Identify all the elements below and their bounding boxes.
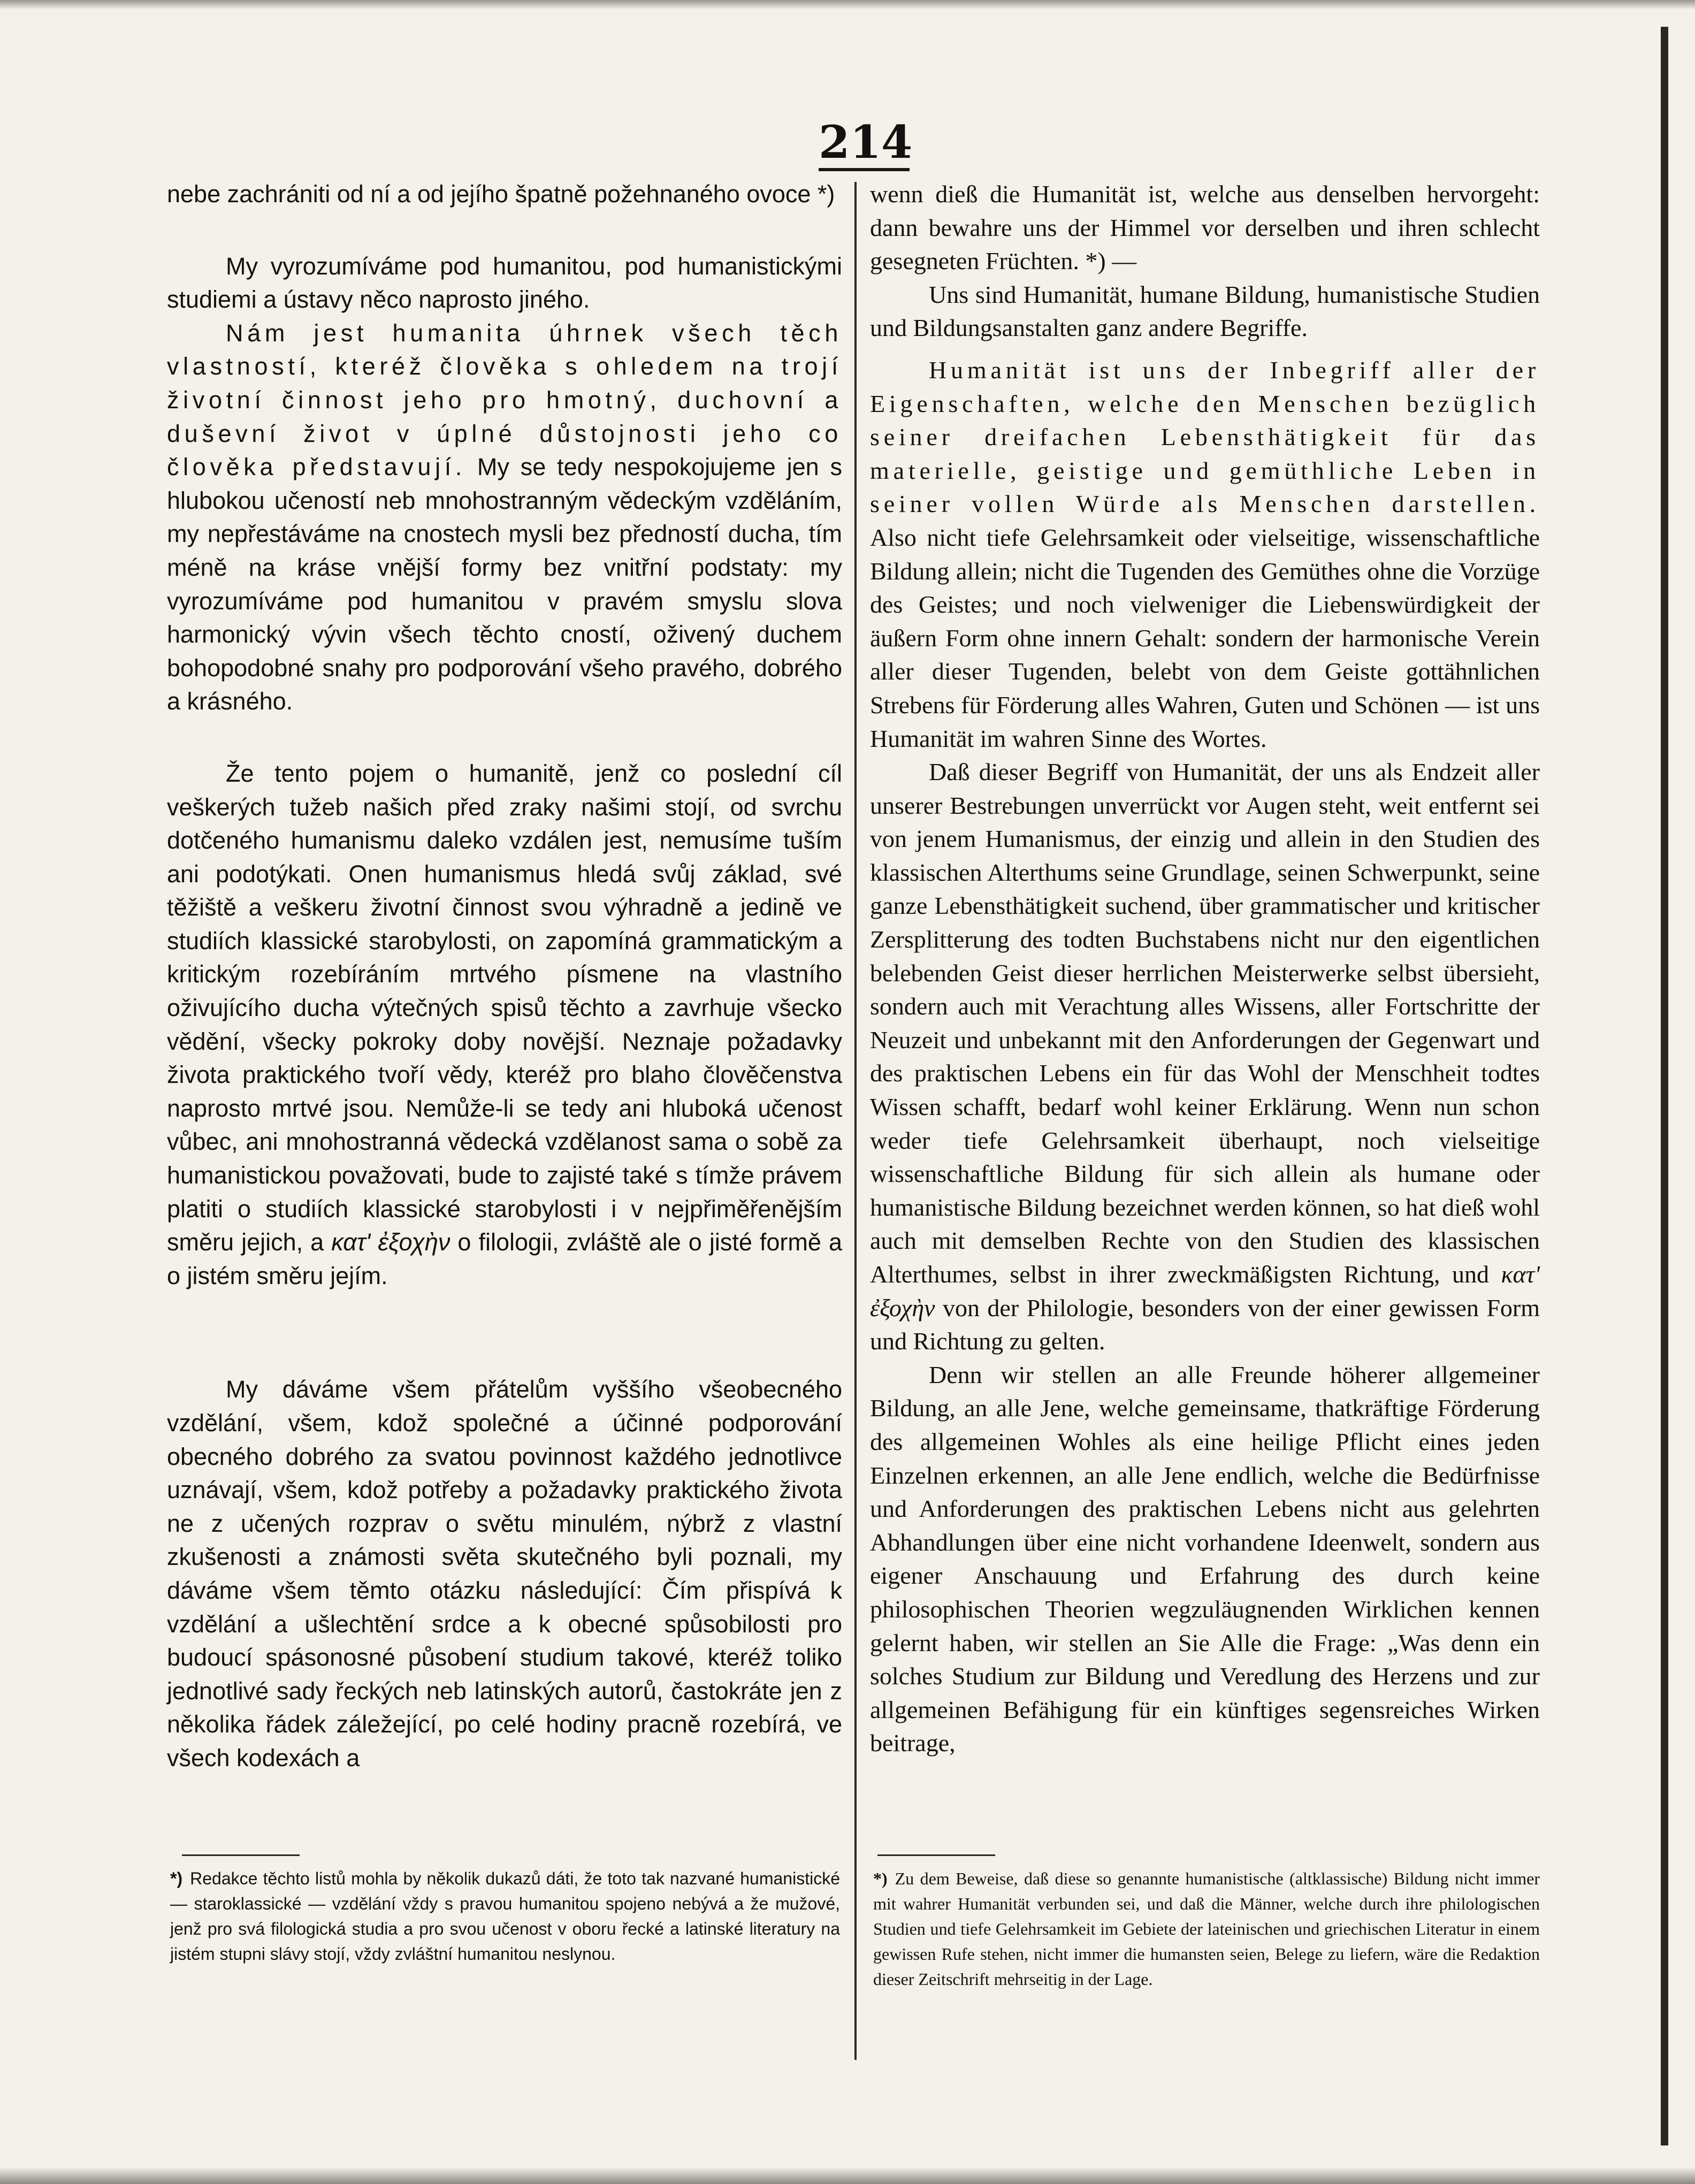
column-divider	[854, 182, 857, 2060]
right-paragraph-3	[870, 354, 1540, 755]
right-footnote-mark: *)	[873, 1869, 888, 1888]
left-column-czech	[167, 178, 842, 1775]
right-paragraph-4-a: Daß dieser Begriff von Humanität, der uns als Endzeit aller unserer Bestrebungen unverrückt vor Augen steht, weit entfernt sei von jenem Humanismus, der einzig und allein in den Studien des klassischen Alterthums seine Grundlage, seinen Schwerpunkt, seine ganze Lebensthätigkeit suchend, über grammatischer und kritischer Zersplitterung des todten Buchstabens nicht nur den eigentlichen belebenden Geist dieser herrlichen Meisterwerke selbst übersieht, sondern auch mit Verachtung alles Wissens, aller Fortschritte der Neuzeit und unbekannt mit den Anforderungen der Gegenwart und des praktischen Lebens ein für das Wohl der Menschheit todtes Wissen schafft, bedarf wohl keiner Erklärung. Wenn nun schon weder tiefe Gelehrsamkeit überhaupt, noch vielseitige wissenschaftliche Bildung für sich allein als humane oder humanistische Bildung bezeichnet werden können, so hat dieß wohl auch mit demselben Rechte von den Studien des klassischen Alterthumes, selbst in ihrer zweckmäßigsten Richtung, und	[870, 758, 1540, 1288]
left-paragraph-4-a: Že tento pojem o humanitě, jenž co poslední cíl veškerých tužeb našich před zraky našimi stojí, od svrchu dotčeného humanismu daleko vzdálen jest, nemusíme tuším ani podotýkati. Onen humanismus hledá svůj základ, své těžiště a veškeru životní činnost svou výhradně a jedině ve studiích klassické starobylosti, on zapomíná grammatickým a kritickým rozebíráním mrtvého písmene na vlastního oživujícího ducha výtečných spisů těchto a zavrhuje všecko vědění, všecky pokroky doby novější. Neznaje požadavky života praktického tvoří vědy, kteréž pro blaho člověčenstva naprosto mrtvé jsou. Nemůže-li se tedy ani hluboká učenost vůbec, ani mnohostranná vědecká vzdělanost sama o sobě za humanistickou považovati, bude to zajisté také s tímže právem platiti o studiích klassické starobylosti i v nejpřiměřenějším směru jejich, a	[167, 759, 842, 1256]
left-paragraph-3	[167, 317, 842, 719]
right-paragraph-4	[870, 755, 1540, 1358]
left-footnote-mark: *)	[170, 1869, 183, 1888]
spacer	[167, 211, 842, 250]
right-footnote-text: Zu dem Beweise, daß diese so genannte humanistische (altklassische) Bildung nicht immer mit wahrer Humanität verbunden sei, und daß die Männer, welche durch ihre philologischen Studien und tiefe Gelehrsamkeit im Gebiete der lateinischen und griechischen Literatur in einem gewissen Rufe stehen, nicht immer die humansten seien, Belege zu liefern, wäre die Redaktion dieser Zeitschrift mehrseitig in der Lage.	[873, 1869, 1540, 1989]
right-column-german	[870, 178, 1540, 1760]
scan-edge-bottom	[0, 2167, 1695, 2184]
right-paragraph-1: wenn dieß die Humanität ist, welche aus denselben hervorgeht: dann bewahre uns der Himmel vor derselben und ihren schlecht gesegneten Früchten. *) —	[870, 180, 1540, 275]
left-paragraph-4	[167, 757, 842, 1293]
right-paragraph-5: Denn wir stellen an alle Freunde höherer allgemeiner Bildung, an alle Jene, welche gemeinsame, thatkräftige Förderung des allgemeinen Wohles als eine heilige Pflicht eines jeden Einzelnen erkennen, an alle Jene endlich, welche die Bedürfnisse und Anforderungen des praktischen Lebens nicht aus gelehrten Abhandlungen über eine nicht vorhandene Ideenwelt, sondern aus eigener Anschauung und Erfahrung des durch keine philosophischen Theorien wegzuläugnenden Wirklichen kennen gelernt haben, wir stellen an Sie Alle die Frage: „Was denn ein solches Studium zur Bildung und Veredlung des Herzens und zur allgemeinen Befähigung für ein künftiges segensreiches Wirken beitrage,	[870, 1361, 1540, 1757]
left-paragraph-3-rest: My se tedy nespokojujeme jen s hlubokou učeností neb mnohostranným vědeckým vzděláním, my nepřestáváme na cnostech mysli bez předností ducha, tím méně na kráse vnější formy bez vnitřní podstaty: my vyrozumíváme pod humanitou v pravém smyslu slova harmonický vývin všech těchto cností, oživený duchem bohopodobné snahy pro podporování všeho pravého, dobrého a krásného.	[167, 453, 842, 715]
right-spaced-definition: Humanität ist uns der Inbegriff aller der Eigenschaften, welche den Menschen bezüglich seiner dreifachen Lebensthätigkeit für das materielle, geistige und gemüthliche Leben in seiner vollen Würde als Menschen darstellen.	[870, 356, 1540, 518]
spacer	[167, 719, 842, 757]
left-paragraph-5: My dáváme všem přátelům vyššího všeobecného vzdělání, všem, kdož společné a účinné podporování obecného dobrého za svatou povinnost každého jednotlivce uznávají, všem, kdož potřeby a požadavky praktického života ne z učených rozprav o světu minulém, nýbrž z vlastní zkušenosti a známosti světa skutečného byli poznali, my dáváme všem těmto otázku následující: Čím přispívá k vzdělání a ušlechtění srdce a k obecné spůsobilosti pro budoucí spásonosné působení studium takové, kteréž toliko jednotlivé sady řeckých neb latinských autorů, častokráte jen z několika řádek záležející, po celé hodiny pracně rozebírá, ve všech kodexách a	[167, 1376, 842, 1771]
right-paragraph-4-b: von der Philologie, besonders von der einer gewissen Form und Richtung zu gelten.	[870, 1294, 1540, 1355]
left-footnote-rule	[182, 1854, 300, 1856]
left-paragraph-4-b: o filologii, zvláště ale o jisté formě a o jistém směru jejím.	[167, 1228, 842, 1289]
right-footnote-rule	[877, 1854, 995, 1856]
left-footnote-text: Redakce těchto listů mohla by několik dukazů dáti, že toto tak nazvané humanistické — staroklassické — vzdělání vždy s pravou humanitou spojeno nebývá a že mužové, jenž pro svá filologická studia a pro svou učenost v oboru řecké a latinské literatury na jistém stupni slávy stojí, vždy zvláštní humanitou neslynou.	[170, 1869, 840, 1964]
right-footnote	[873, 1866, 1540, 1992]
left-paragraph-2: My vyrozumíváme pod humanitou, pod humanistickými studiemi a ústavy něco naprosto jiného.	[167, 252, 842, 314]
right-paragraph-2: Uns sind Humanität, humane Bildung, humanistische Studien und Bildungsanstalten ganz andere Begriffe.	[870, 280, 1540, 342]
page-edge-rule	[1661, 27, 1668, 2145]
left-greek-phrase: κατ' ἐξοχὴν	[331, 1228, 451, 1256]
left-paragraph-1: nebe zachrániti od ní a od jejího špatně požehnaného ovoce *)	[167, 180, 835, 208]
spacer	[167, 1293, 842, 1373]
left-footnote	[170, 1866, 840, 1967]
left-spaced-definition: Nám jest humanita úhrnek všech těch vlastností, kteréž člověka s ohledem na trojí životní činnost jeho pro hmotný, duchovní a duševní život v úplné důstojnosti jeho co člověka představují.	[167, 319, 842, 481]
right-greek-phrase: κατ' ἐξοχὴν	[870, 1261, 1540, 1322]
spacer	[870, 345, 1540, 354]
scan-edge-top	[0, 0, 1695, 10]
page-number: 214	[819, 117, 910, 171]
right-paragraph-3-rest: Also nicht tiefe Gelehrsamkeit oder vielseitige, wissenschaftliche Bildung allein; nicht die Tugenden des Gemüthes ohne die Vorzüge des Geistes; und noch vielweniger die Liebenswürdigkeit der äußern Form ohne innern Gehalt: sondern der harmonische Verein aller dieser Tugenden, belebt von dem Geiste gottähnlichen Strebens für Förderung alles Wahren, Guten und Schönen — ist uns Humanität im wahren Sinne des Wortes.	[870, 523, 1540, 752]
